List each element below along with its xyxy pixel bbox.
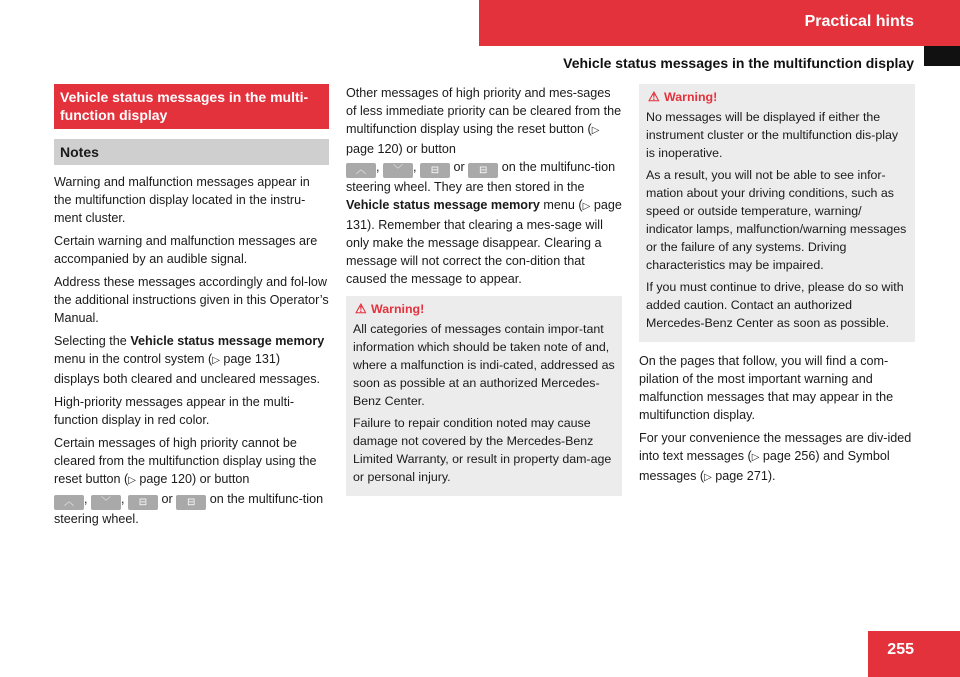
paragraph: Warning and malfunction messages appear in the multifunction display located in the instru-ment cluster. — [54, 175, 310, 225]
notes-subheading: Notes — [54, 139, 329, 165]
paragraph: Address these messages accordingly and fol-low the additional instructions given in this Operator’s Manual. — [54, 275, 329, 325]
warning-text: If you must continue to drive, please do so with added caution. Contact an authorized Mercedes-Benz Center as soon as possible. — [646, 280, 904, 330]
warning-text: As a result, you will not be able to see infor-mation about your driving conditions, such as speed or outside temperature, warning/ indicator lamps, malfunction/warning messages or the failure of any systems. Driving characteristics may be impaired. — [646, 168, 907, 272]
paragraph: High-priority messages appear in the multi-function display in red color. — [54, 395, 295, 427]
text: Other messages of high priority and mes-sages of less immediate priority can be cleared from the multifunction display using the reset button ( — [346, 86, 622, 136]
paragraph — [54, 332, 329, 388]
page-back-button-icon: ⊟ — [176, 495, 206, 510]
page-reference: page 131) displays both cleared and uncleared messages. — [54, 352, 321, 386]
column-2 — [346, 84, 622, 496]
warning-heading — [646, 88, 908, 106]
warning-triangle-icon: ⚠ — [355, 301, 367, 316]
warning-title: Warning! — [664, 90, 718, 104]
page-forward-button-icon: ⊟ — [420, 163, 450, 178]
text: on the multifunc-tion steering wheel. They are then stored in the — [346, 160, 616, 194]
column-1 — [54, 84, 329, 533]
chapter-title: Practical hints — [804, 13, 914, 30]
text: or — [158, 492, 177, 506]
text: menu in the control system ( — [54, 352, 213, 366]
page-ref-arrow-icon: ▷ — [212, 355, 220, 366]
page-number-tab — [868, 631, 960, 677]
paragraph — [54, 434, 329, 528]
page-number: 255 — [887, 641, 914, 658]
text: , — [376, 160, 383, 174]
page-reference: page 131). Remember that clearing a mes-sage will only make the message disappear. Clearing a message will not correct the con-dition that caused the message to appear. — [346, 198, 622, 286]
up-button-icon: ︿ — [54, 495, 84, 510]
section-heading: Vehicle status messages in the multi-function display — [54, 84, 329, 129]
warning-text: Failure to repair condition noted may cause damage not covered by the Mercedes-Benz Limited Warranty, or result in property dam-age or personal injury. — [353, 416, 612, 484]
warning-heading — [353, 300, 615, 318]
text: menu ( — [539, 198, 583, 212]
paragraph: On the pages that follow, you will find a com-pilation of the most important warning and malfunction messages that may appear in the multifunction display. — [639, 354, 894, 422]
page-back-button-icon: ⊟ — [468, 163, 498, 178]
page-forward-button-icon: ⊟ — [128, 495, 158, 510]
warning-box — [346, 296, 622, 496]
warning-text: All categories of messages contain impor-tant information which should be taken note of and, where a malfunction is indi-cated, addressed as soon as possible at an authorized Mercedes-Benz Center. — [353, 322, 615, 408]
menu-name: Vehicle status message memory — [130, 334, 325, 348]
text: For your convenience the messages are div-ided into text messages ( — [639, 431, 912, 463]
page-reference: page 120) or button — [346, 142, 456, 156]
down-button-icon: ﹀ — [91, 495, 121, 510]
text: , — [413, 160, 420, 174]
section-subtitle: Vehicle status messages in the multifunction display — [563, 55, 914, 71]
menu-name: Vehicle status message memory — [346, 198, 540, 212]
page-reference: page 120) or button — [139, 472, 250, 486]
up-button-icon: ︿ — [346, 163, 376, 178]
text: Certain messages of high priority cannot be cleared from the multifunction display using the reset button ( — [54, 436, 317, 486]
page-ref-arrow-icon: ▷ — [582, 201, 591, 212]
page-reference: page 271). — [715, 469, 776, 483]
warning-title: Warning! — [371, 302, 425, 316]
text: or — [450, 160, 469, 174]
header-tab-marker — [924, 46, 960, 66]
text: , — [121, 492, 128, 506]
warning-box — [639, 84, 915, 342]
page-ref-arrow-icon: ▷ — [128, 475, 136, 486]
paragraph: Certain warning and malfunction messages are accompanied by an audible signal. — [54, 234, 318, 266]
page-ref-arrow-icon: ▷ — [704, 472, 712, 483]
warning-text: No messages will be displayed if either the instrument cluster or the multifunction dis-play is inoperative. — [646, 110, 899, 160]
warning-triangle-icon: ⚠ — [648, 89, 660, 104]
paragraph — [346, 84, 622, 288]
text: , — [84, 492, 91, 506]
down-button-icon: ﹀ — [383, 163, 413, 178]
page-ref-arrow-icon: ▷ — [751, 452, 760, 463]
column-3 — [639, 84, 915, 492]
page-ref-arrow-icon: ▷ — [591, 125, 600, 136]
text: on the multifunc-tion steering wheel. — [54, 492, 324, 526]
text: Selecting the — [54, 334, 131, 348]
paragraph — [639, 429, 915, 487]
page-reference: page 256) and Symbol messages ( — [639, 449, 890, 483]
